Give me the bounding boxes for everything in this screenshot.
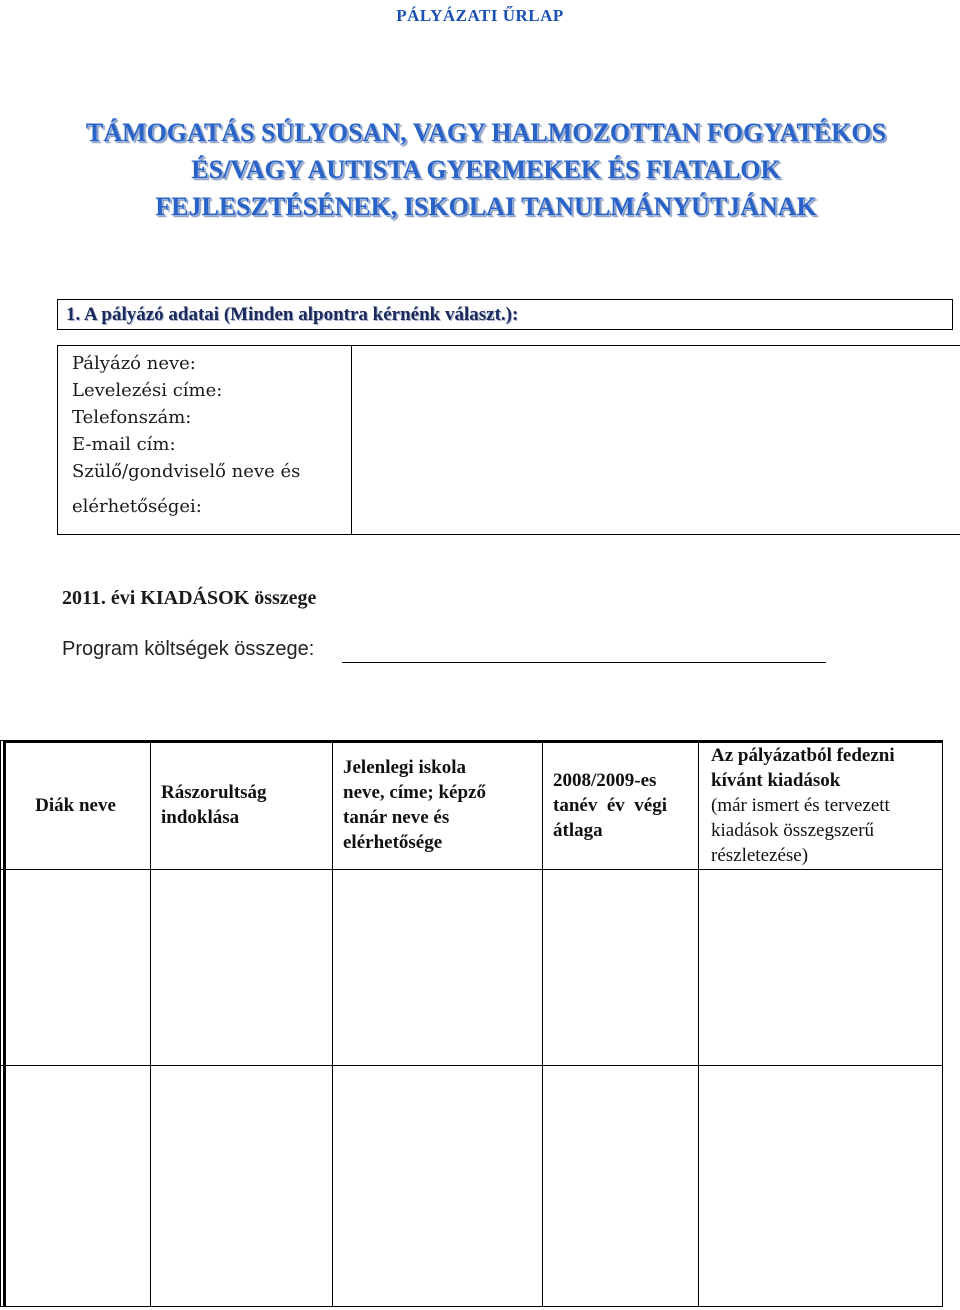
cell-planned-expenses[interactable] (699, 1066, 943, 1307)
header-line: 2008/2009-es (553, 769, 657, 791)
program-costs-field[interactable] (342, 662, 826, 663)
cell-planned-expenses[interactable] (699, 870, 943, 1066)
header-line: neve, címe; képző (343, 782, 486, 803)
label-email: E-mail cím: (72, 434, 176, 455)
label-guardian-name: Szülő/gondviselő neve és (72, 461, 301, 482)
cell-student-name[interactable] (1, 1066, 151, 1307)
form-title: PÁLYÁZATI ŰRLAP (396, 6, 564, 25)
header-line: tanév év végi (553, 794, 667, 816)
cell-need-justification[interactable] (151, 870, 333, 1066)
header-line: Diák neve (35, 794, 116, 816)
table-header-row (1, 741, 943, 870)
label-guardian-contact: elérhetőségei: (72, 496, 202, 517)
label-applicant-name: Pályázó neve: (72, 353, 196, 374)
header-line: Az pályázatból fedezni (711, 744, 895, 766)
header-line: Jelenlegi iskola (343, 757, 466, 778)
cell-current-school[interactable] (333, 1066, 543, 1307)
cell-current-school[interactable] (333, 870, 543, 1066)
program-costs-label: Program költségek összege: (62, 638, 315, 660)
label-phone: Telefonszám: (72, 407, 192, 428)
column-header-student-name (1, 741, 151, 870)
main-title (0, 114, 960, 225)
column-header-current-school (333, 741, 543, 870)
cell-need-justification[interactable] (151, 1066, 333, 1307)
expenses-heading: 2011. évi KIADÁSOK összege (62, 587, 317, 609)
main-title-line: TÁMOGATÁS SÚLYOSAN, VAGY HALMOZOTTAN FOGYATÉKOS (85, 118, 887, 147)
header-line: kívánt kiadások (711, 769, 841, 791)
header-line: elérhetősége (343, 832, 443, 853)
header-line: Rászorultság (161, 782, 267, 803)
header-line: részletezése) (711, 844, 809, 866)
label-mailing-address: Levelezési címe: (72, 380, 223, 401)
header-line: kiadások összegszerű (711, 819, 875, 841)
column-header-need-justification (151, 741, 333, 870)
cell-student-name[interactable] (1, 870, 151, 1066)
applicant-info-labels (58, 346, 352, 535)
applicant-info-table (57, 345, 960, 535)
header-line: indoklása (161, 807, 240, 828)
students-table (0, 740, 943, 1307)
header-line: (már ismert és tervezett (711, 794, 890, 816)
cell-grade-average[interactable] (543, 870, 699, 1066)
table-row (1, 1066, 943, 1307)
main-title-line: ÉS/VAGY AUTISTA GYERMEKEK ÉS FIATALOK (191, 155, 781, 184)
header-line: átlaga (553, 819, 603, 841)
applicant-info-value-cell[interactable] (352, 346, 960, 535)
column-header-grade-average (543, 741, 699, 870)
column-header-planned-expenses (699, 741, 943, 870)
header-line: tanár neve és (343, 807, 450, 828)
section-1-heading: 1. A pályázó adatai (Minden alpontra kérnénk választ.): (57, 299, 953, 330)
table-row (1, 870, 943, 1066)
cell-grade-average[interactable] (543, 1066, 699, 1307)
main-title-line: FEJLESZTÉSÉNEK, ISKOLAI TANULMÁNYÚTJÁNAK (155, 192, 817, 221)
